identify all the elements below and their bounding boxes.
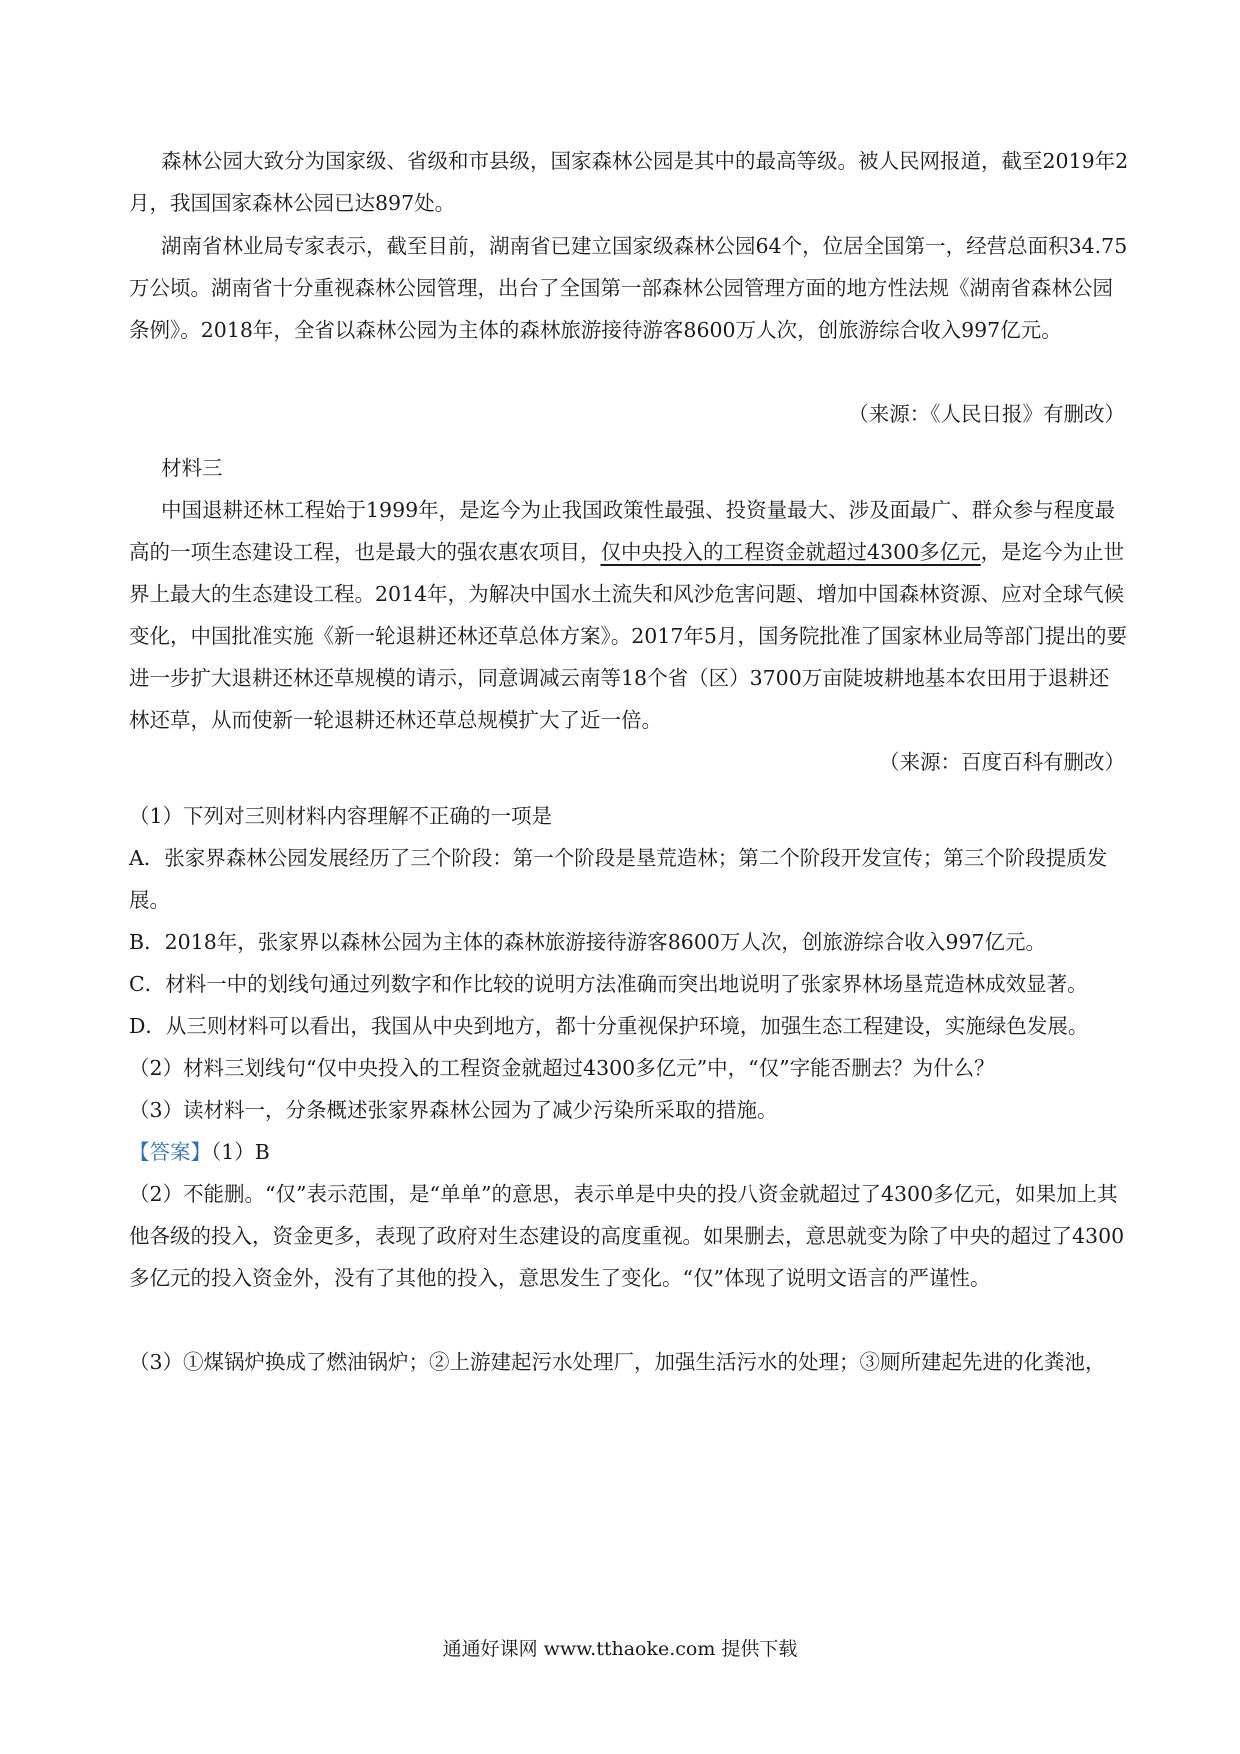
material3-text-after: ，是迄今为止世界上最大的生态建设工程。2014年，为解决中国水土流失和风沙危害问题、增加中国森林资源、应对全球气候变化，中国批准实施《新一轮退耕还林还草总体方案》。2017年5月，国务院批准了国家林业局等部门提出的要进一步扩大退耕还林还草规模的请示，同意调减云南等18个省（区）3700万亩陡坡耕地基本农田用于退耕还林还草，从而使新一轮退耕还林还草总规模扩大了近一倍。 [129,540,1127,732]
answer-2: （2）不能删。“仅”表示范围，是“单单”的意思，表示单是中央的投八资金就超过了4300多亿元，如果加上其他各级的投入，资金更多，表现了政府对生态建设的高度重视。如果删去，意思就变为除了中央的超过了4300多亿元的投入资金外，没有了其他的投入，意思发生了变化。“仅”体现了说明文语言的严谨性。 [129,1182,1125,1290]
material2-para2: 湖南省林业局专家表示，截至目前，湖南省已建立国家级森林公园64个，位居全国第一，经营总面积34.75万公顷。湖南省十分重视森林公园管理，出台了全国第一部森林公园管理方面的地方性法规《湖南省森林公园条例》。2018年，全省以森林公园为主体的森林旅游接待游客8600万人次，创旅游综合收入997亿元。 [129,234,1128,342]
answer-3: （3）①煤锅炉换成了燃油锅炉；②上游建起污水处理厂，加强生活污水的处理；③厕所建起先进的化粪池， [129,1350,1106,1374]
question-1: （1）下列对三则材料内容理解不正确的一项是 [129,804,553,828]
material3-paragraph [129,489,1129,741]
option-d: D．从三则材料可以看出，我国从中央到地方，都十分重视保护环境，加强生态工程建设，实施绿色发展。 [129,1014,1089,1038]
material3-text-before: 中国退耕还林工程始于1999年，是迄今为止我国政策性最强、投资量最大、涉及面最广、群众参与程度最高的一项生态建设工程，也是最大的强农惠农项目， [129,498,1116,564]
option-c: C．材料一中的划线句通过列数字和作比较的说明方法准确而突出地说明了张家界林场垦荒造林成效显著。 [129,972,1088,996]
option-b: B．2018年，张家界以森林公园为主体的森林旅游接待游客8600万人次，创旅游综合收入997亿元。 [129,930,1047,954]
material3-source: （来源：百度百科有删改） [879,750,1125,774]
answer-1 [129,1131,1129,1173]
material3-heading: 材料三 [161,456,223,480]
question-2: （2）材料三划线句“仅中央投入的工程资金就超过4300多亿元”中，“仅”字能否删去？为什么？ [129,1056,995,1080]
material2-source: （来源：《人民日报》有删改） [848,402,1125,426]
option-a: A．张家界森林公园发展经历了三个阶段：第一个阶段是垦荒造林；第二个阶段开发宣传；第三个阶段提质发展。 [129,846,1108,912]
answer-1-text: （1）B [211,1140,270,1164]
page-footer: 通通好课网 www.tthaoke.com 提供下载 [442,1638,798,1660]
material2-para1: 森林公园大致分为国家级、省级和市县级，国家森林公园是其中的最高等级。被人民网报道，截至2019年2月，我国国家森林公园已达897处。 [129,149,1129,215]
question-3: （3）读材料一，分条概述张家界森林公园为了减少污染所采取的措施。 [129,1098,778,1122]
answer-tag: 【答案】 [129,1140,211,1164]
material3-underlined-sentence: 仅中央投入的工程资金就超过4300多亿元 [600,540,981,564]
